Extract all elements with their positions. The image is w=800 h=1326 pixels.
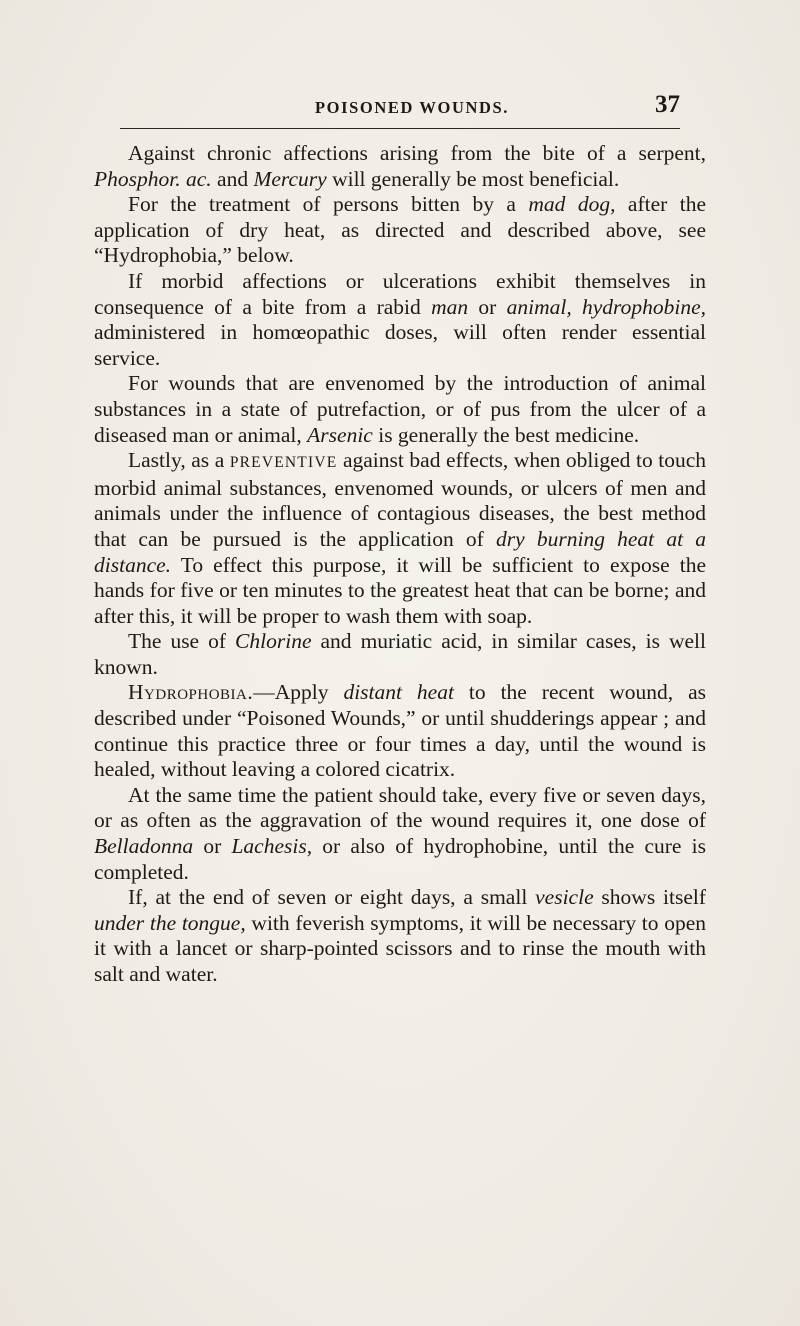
italic-span: Chlorine — [235, 629, 312, 654]
italic-span: Arsenic — [307, 422, 373, 447]
text-span: —Apply — [253, 680, 344, 705]
text-span: to the recent wound, as described under “Poisoned Wounds,” or until shudderings appear ; and continue this practice three or four times a day, until the wound is healed, without leaving a colored cicatrix. — [94, 680, 706, 782]
italic-span: Phosphor. ac. — [94, 166, 212, 191]
header-rule — [120, 128, 680, 129]
paragraph — [94, 192, 706, 269]
text-span: is generally the best medicine. — [372, 422, 640, 447]
paragraph — [94, 885, 706, 987]
text-span: after the application of dry heat, as directed and described above, see “Hydrophobia,” below. — [94, 192, 706, 268]
text-span: If morbid affections or ulcerations exhibit themselves in consequence of a bite from a rabid — [94, 268, 706, 319]
text-span: or — [193, 834, 232, 859]
body-text — [94, 141, 706, 988]
running-head: POISONED WOUNDS. — [315, 98, 509, 117]
text-span: will generally be most beneficial. — [326, 166, 620, 191]
italic-span: Mercury — [253, 166, 327, 191]
paragraph — [94, 269, 706, 371]
italic-span: man — [431, 294, 469, 319]
page-number: 37 — [655, 91, 680, 118]
text-span: Against chronic affections arising from the bite of a serpent, — [128, 141, 706, 165]
text-span: or also of hydrophobine, until the cure is completed. — [94, 834, 706, 884]
text-span: and — [211, 166, 254, 191]
section-lead: Hydrophobia. — [128, 680, 254, 705]
paragraph — [94, 680, 706, 782]
text-span: against bad effects, when obliged to touch morbid animal substances, envenomed wounds, or ulcers of men and animals under the influence of contagious diseases, the best method that can be pursued is the application of — [94, 448, 707, 551]
text-span: shows itself — [593, 885, 706, 910]
italic-span: Belladonna — [94, 834, 194, 859]
text-span: To effect this purpose, it will be sufficient to expose the hands for five or ten minutes to the greatest heat that can be borne; and after this, it will be proper to wash them with soap. — [94, 552, 706, 628]
text-span: For the treatment of persons bitten by a — [128, 192, 529, 217]
text-span: and muriatic acid, in similar cases, is well known. — [94, 629, 706, 679]
paragraph — [94, 371, 706, 448]
text-span: or — [468, 294, 507, 319]
text-span: administered in homœopathic doses, will often render essential service. — [94, 320, 706, 370]
italic-span: dry burning heat at a distance. — [94, 526, 706, 577]
paragraph — [94, 448, 706, 629]
italic-span: distant heat — [343, 680, 454, 705]
text-span: with feverish symptoms, it will be necessary to open it with a lancet or sharp-pointed scissors and to rinse the mouth with salt and water. — [94, 910, 706, 986]
text-span: For wounds that are envenomed by the introduction of animal substances in a state of putrefaction, or of pus from the ulcer of a diseased man or animal, — [94, 371, 706, 447]
text-span: At the same time the patient should take, every five or seven days, or as often as the aggravation of the wound requires it, one dose of — [94, 782, 706, 833]
paragraph — [94, 629, 706, 680]
text-span: The use of — [128, 629, 236, 654]
smallcaps-span: PREVENTIVE — [229, 454, 338, 472]
page-header — [120, 91, 680, 128]
italic-span: vesicle — [535, 885, 594, 910]
text-span: If, at the end of seven or eight days, a small — [128, 885, 536, 910]
italic-span: mad dog, — [528, 192, 616, 217]
italic-span: under the tongue, — [94, 910, 246, 935]
italic-span: animal, hydrophobine, — [506, 294, 706, 319]
paragraph — [94, 783, 706, 885]
italic-span: Lachesis, — [231, 834, 313, 859]
text-span: Lastly, as a — [128, 448, 230, 473]
paragraph — [94, 141, 706, 192]
